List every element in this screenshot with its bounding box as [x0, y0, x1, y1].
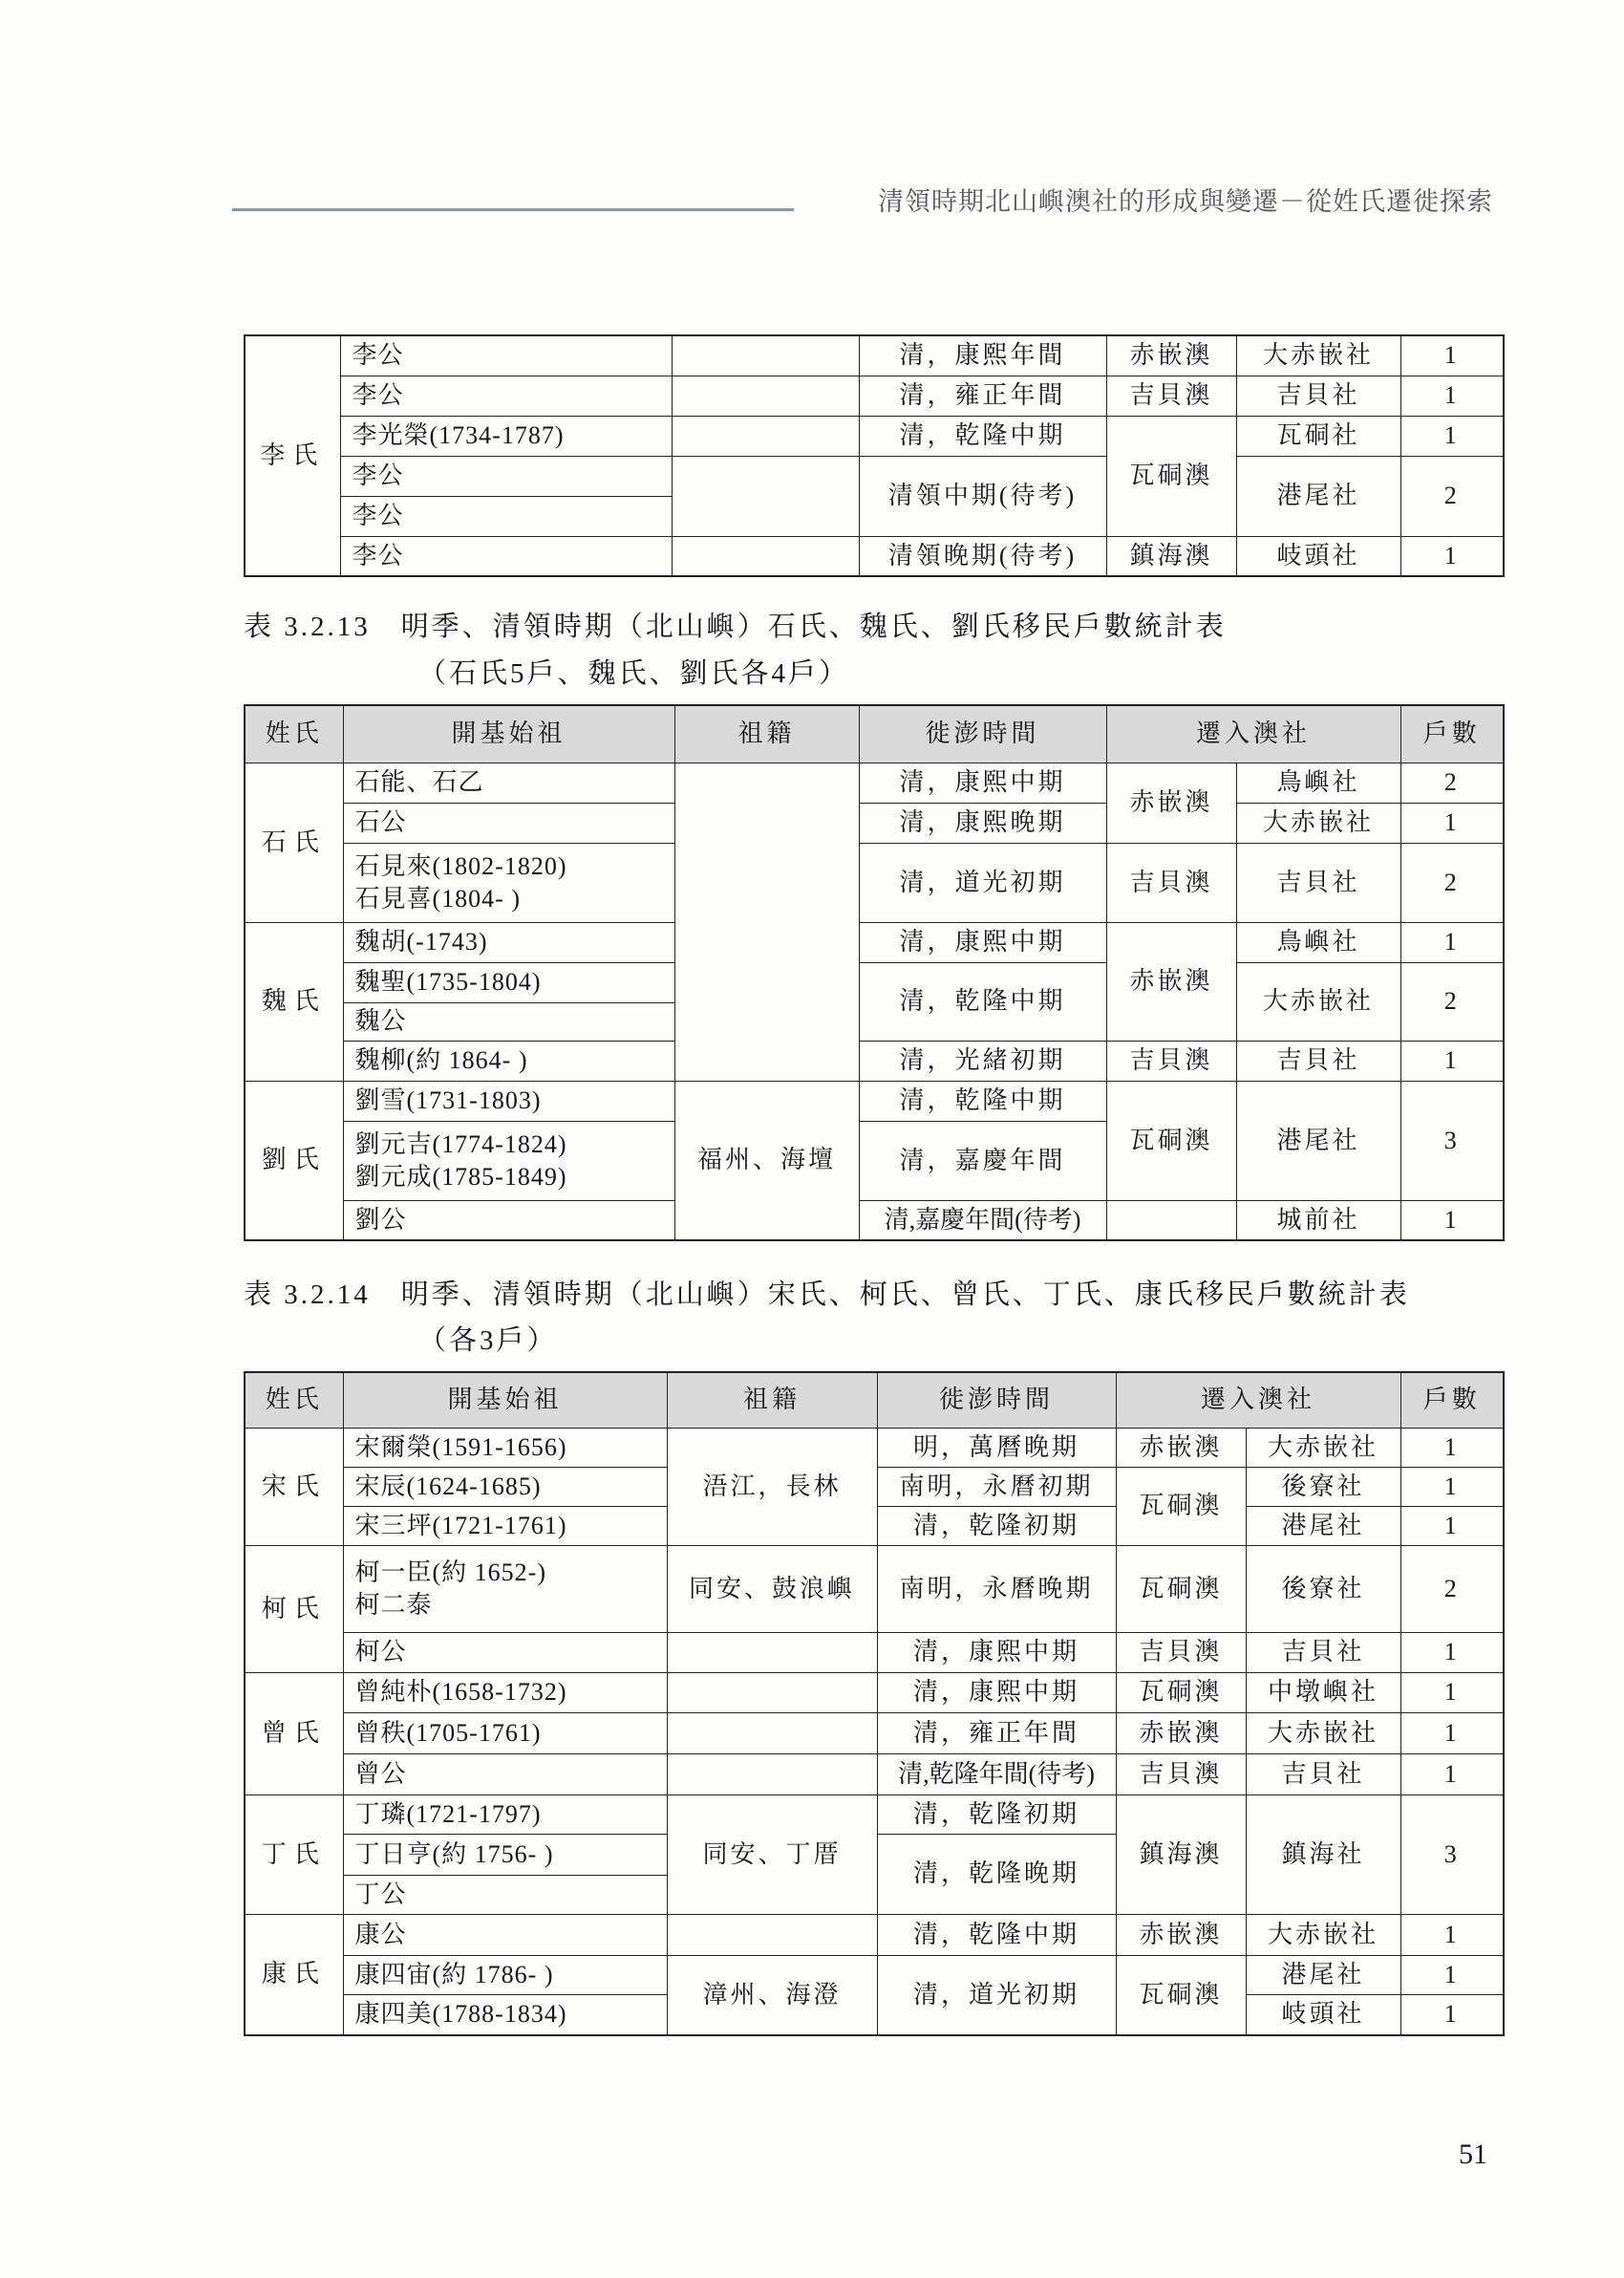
founder-line: 柯二泰	[354, 1590, 433, 1619]
cell-period: 清，嘉慶年間	[859, 1121, 1106, 1200]
cell-founder: 李公	[340, 376, 672, 416]
cell-ao: 赤嵌澳	[1106, 335, 1236, 376]
cell-households: 1	[1400, 1753, 1504, 1794]
cell-she: 岐頭社	[1246, 1994, 1400, 2035]
cell-origin: 同安、丁厝	[667, 1794, 877, 1914]
header-destination: 遷入澳社	[1116, 1372, 1400, 1428]
table-header-row	[245, 705, 1504, 763]
cell-households: 1	[1400, 376, 1504, 416]
cell-founder	[343, 1545, 667, 1632]
cell-period: 清，康熙中期	[859, 922, 1106, 962]
cell-households: 1	[1400, 1914, 1504, 1955]
cell-ao: 吉貝澳	[1116, 1632, 1246, 1672]
header-surname: 姓氏	[245, 705, 343, 763]
cell-ao	[1106, 1200, 1236, 1240]
cell-she: 後寮社	[1246, 1467, 1400, 1506]
cell-origin	[667, 1672, 877, 1712]
cell-households: 3	[1400, 1794, 1504, 1914]
cell-she: 大赤嵌社	[1236, 962, 1400, 1041]
cell-founder: 李光榮(1734-1787)	[340, 416, 672, 456]
cell-households: 1	[1400, 1467, 1504, 1506]
header-origin: 祖籍	[667, 1372, 877, 1428]
table-row	[245, 1712, 1504, 1753]
cell-period: 清,乾隆年間(待考)	[877, 1753, 1116, 1794]
cell-ao: 赤嵌澳	[1116, 1712, 1246, 1753]
cell-ao: 鎮海澳	[1116, 1794, 1246, 1914]
cell-ao: 赤嵌澳	[1106, 763, 1236, 843]
cell-period: 清，康熙年間	[859, 335, 1106, 376]
cell-she: 鳥嶼社	[1236, 763, 1400, 803]
cell-founder	[343, 1914, 667, 1955]
cell-she: 鎮海社	[1246, 1794, 1400, 1914]
cell-ao: 鎮海澳	[1106, 536, 1236, 576]
table-row	[245, 1672, 1504, 1712]
founder-line: 劉元成(1785-1849)	[354, 1162, 567, 1191]
cell-households: 2	[1400, 843, 1504, 922]
founder-line: 石見喜(1804- )	[354, 884, 521, 913]
founder-line: 石公	[354, 808, 407, 837]
cell-period: 清，康熙中期	[859, 763, 1106, 803]
table-li-continued	[244, 334, 1505, 577]
cell-she: 港尾社	[1246, 1955, 1400, 1994]
cell-founder	[343, 1875, 667, 1914]
running-header-title: 清領時期北山嶼澳社的形成與變遷－從姓氏遷徙探索	[878, 187, 1493, 217]
cell-founder	[343, 1994, 667, 2035]
table-row	[245, 803, 1504, 843]
cell-households: 1	[1400, 803, 1504, 843]
cell-period: 清，道光初期	[859, 843, 1106, 922]
cell-she: 吉貝社	[1236, 843, 1400, 922]
cell-households: 1	[1400, 1428, 1504, 1467]
cell-period: 清，雍正年間	[877, 1712, 1116, 1753]
cell-period: 清，乾隆中期	[859, 962, 1106, 1041]
cell-households: 1	[1400, 1994, 1504, 2035]
cell-ao: 瓦硐澳	[1116, 1467, 1246, 1545]
founder-line: 魏聖(1735-1804)	[354, 968, 542, 997]
cell-ao: 瓦硐澳	[1106, 1081, 1236, 1200]
founder-line: 曾秩(1705-1761)	[354, 1718, 542, 1747]
cell-founder	[343, 1955, 667, 1994]
cell-ao: 赤嵌澳	[1116, 1914, 1246, 1955]
cell-households: 1	[1400, 1041, 1504, 1081]
cell-period: 清，乾隆中期	[859, 1081, 1106, 1121]
cell-founder	[343, 962, 674, 1002]
table-row	[245, 536, 1504, 576]
table-caption: 表 3.2.13 明季、清領時期（北山嶼）石氏、魏氏、劉氏移民戶數統計表	[244, 612, 1227, 642]
cell-period: 清,嘉慶年間(待考)	[859, 1200, 1106, 1240]
cell-surname: 李氏	[245, 335, 340, 576]
table-caption-sub: （各3戶）	[418, 1325, 558, 1356]
cell-households: 1	[1400, 536, 1504, 576]
cell-households: 2	[1400, 962, 1504, 1041]
cell-founder	[343, 1200, 674, 1240]
cell-period: 南明，永曆初期	[877, 1467, 1116, 1506]
cell-origin	[667, 1632, 877, 1672]
table-row	[245, 922, 1504, 962]
table-row	[245, 1545, 1504, 1632]
cell-surname: 曾氏	[245, 1672, 343, 1794]
cell-surname: 劉氏	[245, 1081, 343, 1240]
cell-founder	[343, 1834, 667, 1875]
header-destination: 遷入澳社	[1106, 705, 1400, 763]
cell-she: 大赤嵌社	[1246, 1914, 1400, 1955]
cell-she: 港尾社	[1246, 1506, 1400, 1545]
table-row	[245, 1200, 1504, 1240]
cell-ao: 吉貝澳	[1116, 1753, 1246, 1794]
cell-ao: 吉貝澳	[1106, 376, 1236, 416]
cell-ao: 瓦硐澳	[1116, 1545, 1246, 1632]
founder-line: 宋三坪(1721-1761)	[354, 1511, 567, 1539]
cell-founder	[343, 922, 674, 962]
table-3-2-14	[244, 1371, 1505, 2036]
table-3-2-13	[244, 704, 1505, 1241]
cell-surname: 宋氏	[245, 1428, 343, 1545]
founder-line: 宋辰(1624-1685)	[354, 1472, 542, 1500]
cell-surname: 丁氏	[245, 1794, 343, 1914]
cell-period: 清，乾隆中期	[859, 416, 1106, 456]
founder-line: 柯一臣(約 1652-)	[354, 1558, 546, 1586]
header-period: 徙澎時間	[877, 1372, 1116, 1428]
table-row	[245, 1914, 1504, 1955]
founder-line: 丁公	[354, 1880, 407, 1908]
founder-line: 丁璘(1721-1797)	[354, 1799, 542, 1828]
cell-founder: 李公	[340, 456, 672, 496]
table-row	[245, 456, 1504, 496]
cell-period: 清，雍正年間	[859, 376, 1106, 416]
cell-she: 瓦硐社	[1236, 416, 1400, 456]
header-households: 戶數	[1400, 705, 1504, 763]
cell-period: 南明，永曆晚期	[877, 1545, 1116, 1632]
cell-she: 岐頭社	[1236, 536, 1400, 576]
founder-line: 劉元吉(1774-1824)	[354, 1129, 567, 1158]
cell-founder: 李公	[340, 536, 672, 576]
cell-households: 1	[1400, 1672, 1504, 1712]
cell-households: 3	[1400, 1081, 1504, 1200]
cell-period: 清，康熙中期	[877, 1632, 1116, 1672]
cell-founder	[343, 803, 674, 843]
cell-origin	[672, 536, 859, 576]
header-surname: 姓氏	[245, 1372, 343, 1428]
cell-period: 明，萬曆晚期	[877, 1428, 1116, 1467]
founder-line: 魏胡(-1743)	[354, 928, 488, 956]
cell-origin	[667, 1914, 877, 1955]
founder-line: 劉公	[354, 1205, 407, 1234]
cell-surname: 康氏	[245, 1914, 343, 2035]
cell-surname: 柯氏	[245, 1545, 343, 1672]
cell-founder	[343, 1081, 674, 1121]
cell-ao: 瓦硐澳	[1116, 1672, 1246, 1712]
page-number: 51	[1459, 2138, 1487, 2170]
cell-she: 港尾社	[1236, 456, 1400, 536]
cell-period: 清，康熙中期	[877, 1672, 1116, 1712]
cell-she: 吉貝社	[1246, 1753, 1400, 1794]
cell-origin	[672, 456, 859, 536]
cell-founder	[343, 1467, 667, 1506]
cell-households: 1	[1400, 335, 1504, 376]
cell-origin	[667, 1712, 877, 1753]
cell-period: 清，乾隆中期	[877, 1914, 1116, 1955]
cell-founder: 李公	[340, 496, 672, 536]
cell-surname: 石氏	[245, 763, 343, 922]
cell-origin	[672, 335, 859, 376]
founder-line: 康四美(1788-1834)	[354, 2000, 567, 2029]
cell-founder	[343, 1632, 667, 1672]
table-row	[245, 843, 1504, 922]
founder-line: 劉雪(1731-1803)	[354, 1086, 542, 1115]
founder-line: 曾公	[354, 1759, 407, 1788]
cell-founder	[343, 1712, 667, 1753]
cell-founder	[343, 1506, 667, 1545]
cell-founder	[343, 1794, 667, 1834]
header-founder: 開基始祖	[343, 1372, 667, 1428]
cell-period: 清領晚期(待考)	[859, 536, 1106, 576]
founder-line: 魏公	[354, 1007, 407, 1036]
table-caption-sub: （石氏5戶、魏氏、劉氏各4戶）	[418, 658, 850, 689]
cell-period: 清，乾隆初期	[877, 1794, 1116, 1834]
cell-households: 1	[1400, 416, 1504, 456]
founder-line: 宋爾榮(1591-1656)	[354, 1432, 567, 1461]
cell-she: 大赤嵌社	[1246, 1712, 1400, 1753]
cell-founder	[343, 843, 674, 922]
table-row	[245, 376, 1504, 416]
cell-households: 1	[1400, 1506, 1504, 1545]
cell-households: 2	[1400, 1545, 1504, 1632]
cell-founder	[343, 1753, 667, 1794]
cell-she: 港尾社	[1236, 1081, 1400, 1200]
cell-founder	[343, 1672, 667, 1712]
cell-she: 大赤嵌社	[1236, 803, 1400, 843]
table-row	[245, 1428, 1504, 1467]
founder-line: 石見來(1802-1820)	[354, 851, 567, 880]
table-row	[245, 416, 1504, 456]
cell-ao: 赤嵌澳	[1106, 922, 1236, 1041]
table-row	[245, 1081, 1504, 1121]
cell-households: 1	[1400, 1200, 1504, 1240]
founder-line: 曾純朴(1658-1732)	[354, 1678, 567, 1707]
cell-she: 鳥嶼社	[1236, 922, 1400, 962]
founder-line: 石能、石乙	[354, 768, 484, 797]
cell-founder	[343, 1428, 667, 1467]
header-households: 戶數	[1400, 1372, 1504, 1428]
cell-period: 清，光緒初期	[859, 1041, 1106, 1081]
cell-she: 吉貝社	[1246, 1632, 1400, 1672]
cell-origin	[672, 416, 859, 456]
cell-ao: 赤嵌澳	[1116, 1428, 1246, 1467]
cell-origin: 漳州、海澄	[667, 1955, 877, 2035]
header-rule	[232, 208, 794, 211]
cell-she: 吉貝社	[1236, 376, 1400, 416]
cell-ao: 吉貝澳	[1106, 843, 1236, 922]
cell-founder	[343, 1002, 674, 1041]
table-row	[245, 962, 1504, 1002]
cell-period: 清領中期(待考)	[859, 456, 1106, 536]
cell-ao: 瓦硐澳	[1106, 416, 1236, 536]
cell-households: 2	[1400, 763, 1504, 803]
cell-origin	[674, 763, 859, 1081]
header-origin: 祖籍	[674, 705, 859, 763]
founder-line: 魏柳(約 1864- )	[354, 1046, 528, 1075]
founder-line: 康四宙(約 1786- )	[354, 1960, 554, 1988]
cell-period: 清，乾隆初期	[877, 1506, 1116, 1545]
cell-households: 2	[1400, 456, 1504, 536]
cell-she: 中墩嶼社	[1246, 1672, 1400, 1712]
cell-she: 吉貝社	[1236, 1041, 1400, 1081]
cell-surname: 魏氏	[245, 922, 343, 1081]
header-founder: 開基始祖	[343, 705, 674, 763]
table-row	[245, 1041, 1504, 1081]
cell-founder: 李公	[340, 335, 672, 376]
cell-she: 大赤嵌社	[1246, 1428, 1400, 1467]
table-row	[245, 1632, 1504, 1672]
cell-founder	[343, 763, 674, 803]
cell-origin: 同安、鼓浪嶼	[667, 1545, 877, 1632]
cell-origin: 浯江，長林	[667, 1428, 877, 1545]
cell-households: 1	[1400, 1712, 1504, 1753]
cell-ao: 瓦硐澳	[1116, 1955, 1246, 2035]
table-row	[245, 335, 1504, 376]
cell-period: 清，道光初期	[877, 1955, 1116, 2035]
cell-she: 後寮社	[1246, 1545, 1400, 1632]
cell-period: 清，乾隆晚期	[877, 1834, 1116, 1914]
table-row	[245, 1955, 1504, 1994]
cell-households: 1	[1400, 922, 1504, 962]
cell-origin	[672, 376, 859, 416]
cell-origin	[667, 1753, 877, 1794]
table-row	[245, 1794, 1504, 1834]
cell-founder	[343, 1041, 674, 1081]
founder-line: 柯公	[354, 1638, 407, 1666]
table-header-row	[245, 1372, 1504, 1428]
table-row	[245, 763, 1504, 803]
cell-founder	[343, 1121, 674, 1200]
cell-she: 大赤嵌社	[1236, 335, 1400, 376]
header-period: 徙澎時間	[859, 705, 1106, 763]
cell-she: 城前社	[1236, 1200, 1400, 1240]
cell-origin: 福州、海壇	[674, 1081, 859, 1240]
table-caption: 表 3.2.14 明季、清領時期（北山嶼）宋氏、柯氏、曾氏、丁氏、康氏移民戶數統計表	[244, 1279, 1410, 1310]
cell-households: 1	[1400, 1955, 1504, 1994]
founder-line: 康公	[354, 1920, 407, 1948]
cell-period: 清，康熙晚期	[859, 803, 1106, 843]
cell-households: 1	[1400, 1632, 1504, 1672]
cell-ao: 吉貝澳	[1106, 1041, 1236, 1081]
table-row	[245, 1753, 1504, 1794]
founder-line: 丁日亨(約 1756- )	[354, 1839, 554, 1868]
